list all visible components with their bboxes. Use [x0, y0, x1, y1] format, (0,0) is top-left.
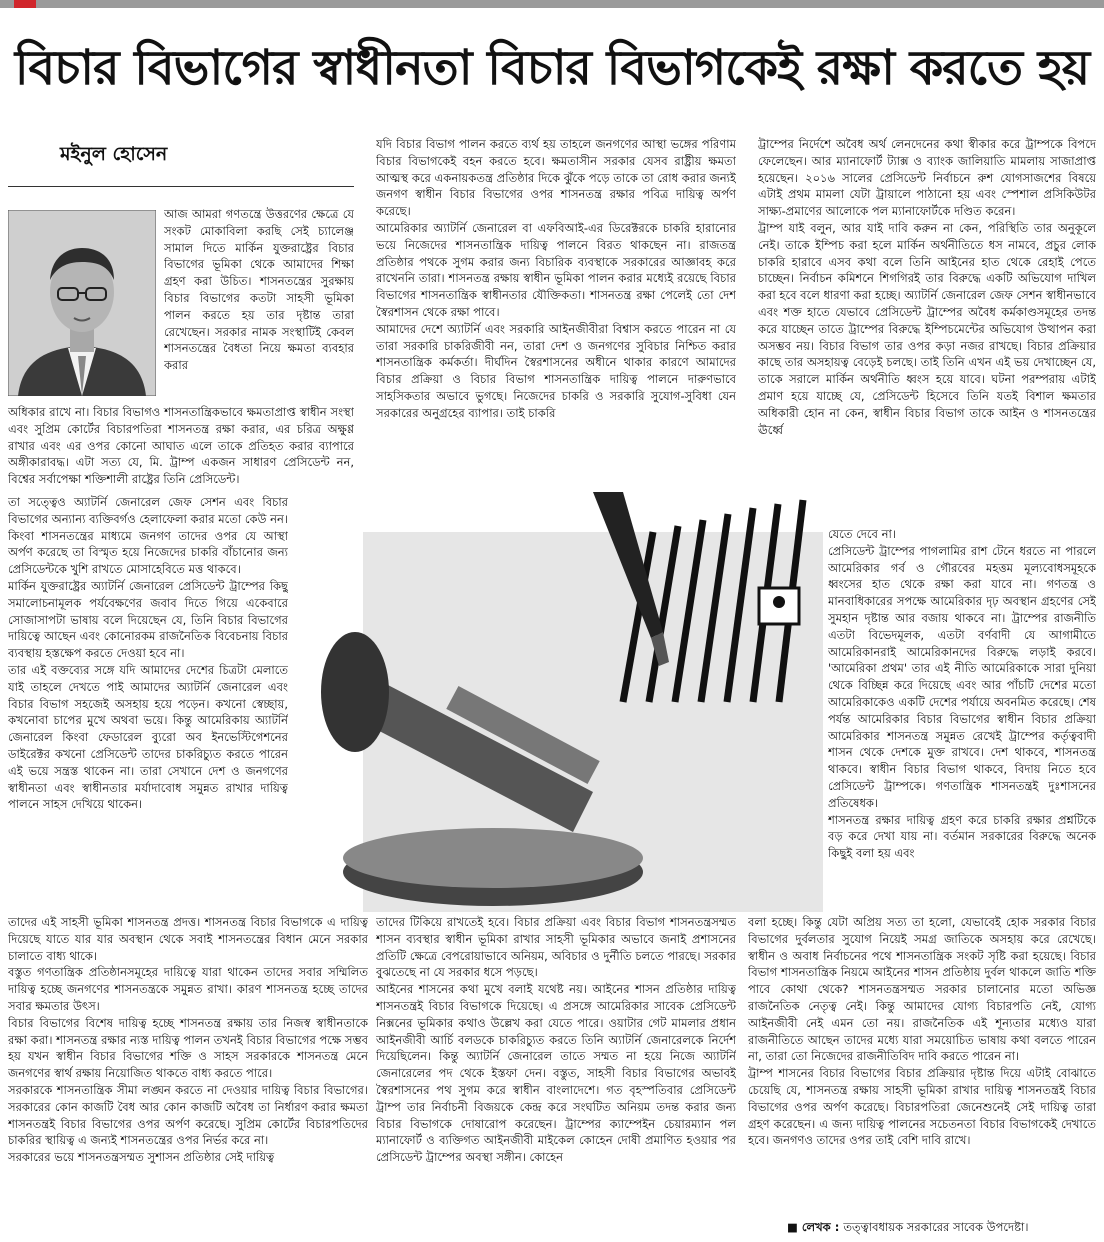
byline-rule	[8, 186, 354, 187]
col3-bottom-text: বলা হচ্ছে। কিন্তু যেটা অপ্রিয় সত্য তা হলো, যেভাবেই হোক সরকার বিচার বিভাগের দুর্বলতার সুযোগ নিয়েই সমগ্র জাতিকে অসহায় করে রেখেছে। স্বাধীন ও অবাধ নির্বাচনের পথে শাসনতান্ত্রিক সংকট সৃষ্টি করা হয়েছে। বিচার বিভাগ শাসনতান্ত্রিক নিয়মে আইনের শাসন প্রতিষ্ঠায় দুর্বল থাকলে জাতি শক্তি পাবে কোথা থেকে? শাসনতন্ত্রসম্মত সরকার চালানোর মতো অভিজ্ঞ রাজনৈতিক নেতৃত্ব নেই। কিন্তু আমাদের যোগ্য বিচারপতি নেই, যোগ্য আইনজীবী নেই এমন তো নয়। রাজনৈতিক এই শূন্যতার মধ্যেও যারা রাজনীতিতে আছেন তাদের মধ্যে যারা সময়োচিত ভাষায় কথা বলতে পারেন না, তারা তো নিজেদের রাজনীতিবিদ দাবি করতে পারেন না। ট্রাম্প শাসনের বিচার বিভাগের বিচার প্রক্রিয়ার দৃষ্টান্ত দিয়ে এটাই বোঝাতে চেয়েছি যে, শাসনতন্ত্র রক্ষায় সাহসী ভূমিকা রাখার দায়িত্ব শাসনতন্ত্রই বিচার বিভাগের ওপর অর্পণ করেছে। বিচারপতিরা জেনেশুনেই সেই দায়িত্ব তারা গ্রহণ করেছেন। এ জন্য দায়িত্ব পালনের সচেতনতা বিচার বিভাগকেই দেখাতে হবে। জনগণও তাদের ওপর তাই বেশি দাবি রাখে।	[748, 915, 1096, 1148]
column-1-intro	[164, 206, 354, 404]
author-footnote	[787, 1219, 1097, 1238]
col2-bottom-text: তাদের টিকিয়ে রাখতেই হবে। বিচার প্রক্রিয়া এবং বিচার বিভাগ শাসনতন্ত্রসম্মত শাসন ব্যবস্থার স্বাধীন ভূমিকা রাখার সাহসী ভূমিকার অভাবে জনাই প্রশাসনের প্রতিটি ক্ষেত্রে বেপরোয়াভাবে অনিয়ম, অবিচার ও দুর্নীতি চলতে পারছে। সরকার বুঝতেছে না যে সরকার ধসে পড়ছে। আইনের শাসনের কথা মুখে বলাই যথেষ্ট নয়। আইনের শাসন প্রতিষ্ঠার দায়িত্ব শাসনতন্ত্রই বিচার বিভাগকে দিয়েছে। এ প্রসঙ্গে আমেরিকার সাবেক প্রেসিডেন্ট নিক্সনের ভূমিকার কথাও উল্লেখ করা যেতে পারে। ওয়াটার গেট মামলার প্রধান আইনজীবী আর্চি বলডকে চাকরিচ্যুত করতে তিনি অ্যাটর্নি জেনারেলকে নির্দেশ দিয়েছিলেন। কিন্তু অ্যাটর্নি জেনারেল তাতে সম্মত না হয়ে নিজে অ্যাটর্নি জেনারেলের পদ থেকে ইস্তফা দেন। বস্তুত, সাহসী বিচার বিভাগের অভাবই স্বৈরশাসনের পথ সুগম করে স্বাধীন বাংলাদেশে। গত বৃহস্পতিবার প্রেসিডেন্ট ট্রাম্প তার নির্বাচনী বিজয়কে কেন্দ্র করে সংঘটিত অনিয়ম তদন্ত করার জন্য বিচার বিভাগকে দোষারোপ করেছেন। ট্রাম্পের ক্যাম্পেইন চেয়ারম্যান পল ম্যানাফোর্ট ও ব্যক্তিগত আইনজীবী মাইকেল কোহেন দোষী প্রমাণিত হওয়ার পর প্রেসিডেন্ট ট্রাম্পের অবস্থা সঙ্গীন। কোহেন	[376, 915, 736, 1165]
byline: মইনুল হোসেন	[60, 143, 168, 165]
top-color-bar	[0, 0, 1104, 8]
author-portrait	[8, 210, 156, 396]
column-1-left	[8, 494, 288, 912]
headline: বিচার বিভাগের স্বাধীনতা বিচার বিভাগকেই রক্ষা করতে হয়	[14, 40, 1090, 96]
col1-mid-text: অধিকার রাখে না। বিচার বিভাগও শাসনতান্ত্রিকভাবে ক্ষমতাপ্রাপ্ত স্বাধীন সংস্থা এবং সুপ্রিম কোর্টের বিচারপতিরা শাসনতন্ত্র রক্ষা করার, এর চরিত্র অক্ষুণ্ণ রাখার এবং এর ওপর কোনো আঘাত এলে তাকে প্রতিহত করার ব্যাপারে অঙ্গীকারাবদ্ধ। এটা সত্য যে, মি. ট্রাম্প একজন সাধারণ প্রেসিডেন্ট নন, বিশ্বের সর্বাপেক্ষা শক্তিশালী রাষ্ট্রের তিনি প্রেসিডেন্ট।	[8, 405, 354, 487]
column-1-bottom	[8, 914, 368, 1240]
column-3-bottom	[748, 914, 1096, 1216]
col1-left-text: তা সত্ত্বেও অ্যাটর্নি জেনারেল জেফ সেশন এবং বিচার বিভাগের অন্যান্য ব্যক্তিবর্গও হেলাফেলা করার মতো কেউ নন। কিংবা শাসনতন্ত্রের মাধ্যমে জনগণ তাদের ওপর যে আস্থা অর্পণ করেছে তা বিস্মৃত হয়ে নিজেদের চাকরি বাঁচানোর জন্য প্রেসিডেন্টকে খুশি রাখতে মোসাহেবিতে মত্ত থাকবে। মার্কিন যুক্তরাষ্ট্রের অ্যাটর্নি জেনারেল প্রেসিডেন্ট ট্রাম্পের কিছু সমালোচনামূলক পর্যবেক্ষণের জবাব দিতে গিয়ে একেবারে সোজাসাপটা ভাষায় বলে দিয়েছেন যে, তিনি বিচার বিভাগের দায়িত্বে আছেন এবং কোনোরকম রাজনৈতিক বিবেচনায় বিচার ব্যবস্থায় হস্তক্ষেপ করতে দেওয়া হবে না। তার এই বক্তব্যের সঙ্গে যদি আমাদের দেশের চিত্রটা মেলাতে যাই তাহলে দেখতে পাই আমাদের অ্যাটর্নি জেনারেল এবং বিচার বিভাগ সহজেই অসহায় হয়ে পড়েন। কখনো স্বেচ্ছায়, কখনোবা চাপের মুখে অথবা ভয়ে। কিন্তু আমেরিকায় অ্যাটর্নি জেনারেল কিংবা ফেডারেল ব্যুরো অব ইনভেস্টিগেশনের ডাইরেক্টর কখনো প্রেসিডেন্ট তাদের চাকরিচ্যুত করতে পারেন এই ভয়ে সন্ত্রস্ত থাকেন না। তারা সেখানে দেশ ও জনগণের স্বাধীনতা এবং স্বাধীনতার মর্যাদাবোধ সমুন্নত রাখার দায়িত্ব পালনে সাহস দেখিয়ে থাকেন।	[8, 495, 288, 812]
red-accent	[14, 0, 36, 8]
col1-intro-text: আজ আমরা গণতন্ত্রে উত্তরণের ক্ষেত্রে যে সংকট মোকাবিলা করছি সেই চ্যালেঞ্জ সামাল দিতে মার্কিন যুক্তরাষ্ট্রের বিচার বিভাগের ভূমিকা থেকে আমাদের শিক্ষা গ্রহণ করা উচিত। শাসনতন্ত্রের সুরক্ষায় বিচার বিভাগের কতটা সাহসী ভূমিকা পালন করতে হয় তার দৃষ্টান্ত তারা রেখেছেন। সরকার নামক সংস্থাটিই কেবল শাসনতন্ত্রের বৈধতা নিয়ে ক্ষমতা ব্যবহার করার	[164, 207, 354, 373]
col3-top-text: ট্রাম্পের নির্দেশে অবৈধ অর্থ লেনদেনের কথা স্বীকার করে ট্রাম্পকে বিপদে ফেলেছেন। আর ম্যানাফোর্ট ট্যাক্স ও ব্যাংক জালিয়াতি মামলায় সাজাপ্রাপ্ত হয়েছেন। ২০১৬ সালের প্রেসিডেন্ট নির্বাচনে রুশ যোগসাজশের বিষয়ে এটাই প্রথম মামলা যেটা ট্রায়ালে পাঠানো হয় এবং স্পেশাল প্রসিকিউটর সাক্ষ্য-প্রমাণের আলোকে পল ম্যানাফোর্টকে দণ্ডিত করেন। ট্রাম্প যাই বলুন, আর যাই দাবি করুন না কেন, পরিস্থিতি তার অনুকূলে নেই। তাকে ইম্পিচ করা হলে মার্কিন অর্থনীতিতে ধস নামবে, প্রচুর লোক চাকরি হারাবে এসব কথা বলে তিনি আইনের হাত থেকে রেহাই পেতে চাচ্ছেন। নির্বাচন কমিশনে শিগগিরই তার বিরুদ্ধে একটি অভিযোগ দাখিল করা হবে বলে ধারণা করা হচ্ছে। অ্যাটর্নি জেনারেল জেফ সেশন স্বাধীনভাবে এবং শক্ত হাতে যেভাবে প্রেসিডেন্ট ট্রাম্পের অবৈধ কর্মকাণ্ডসমূহের তদন্ত করে যাচ্ছেন তাতে ট্রাম্পের বিরুদ্ধে ইম্পিচমেন্টের অভিযোগ উত্থাপন করা অসম্ভব নয়। বিচার বিভাগ তার ওপর কড়া নজর রাখছে। বিচার প্রক্রিয়ার কাছে তার অসহায়ত্ব বেড়েই চলছে। তাই তিনি এখন এই ভয় দেখাচ্ছেন যে, তাকে সরালে মার্কিন অর্থনীতি ধ্বংস হয়ে যাবে। ঘটনা পরম্পরায় এটাই প্রমাণ হয়ে যাচ্ছে যে, প্রেসিডেন্ট হিসেবে তিনি যতই বিশাল ক্ষমতার অধিকারী হোন না কেন, স্বাধীন বিচার বিভাগ তাকে আইন ও শাসনতন্ত্রের ঊর্ধ্বে	[758, 137, 1096, 437]
column-1-mid	[8, 404, 354, 492]
col3-right-text: যেতে দেবে না। প্রেসিডেন্ট ট্রাম্পের পাগলামির রাশ টেনে ধরতে না পারলে আমেরিকার গর্ব ও গৌরবের মহত্তম মূল্যবোধসমূহকে ধ্বংসের হাত থেকে রক্ষা করা যাবে না। গণতন্ত্র ও মানবাধিকারের সপক্ষে আমেরিকার দৃঢ় অবস্থান গ্রহণের সেই সুমহান দৃষ্টান্ত আর বজায় থাকবে না। ট্রাম্পের রাজনীতি এতটা বিভেদমূলক, এতটা বর্ণবাদী যে আগামীতে আমেরিকানরাই আমেরিকানদের বিরুদ্ধে লড়াই করবে। 'আমেরিকা প্রথম' তার এই নীতি আমেরিকাকে সারা দুনিয়া থেকে বিচ্ছিন্ন করে দিয়েছে এবং আর পাঁচটি দেশের মতো আমেরিকাকেও একটি দেশের পর্যায়ে অবনমিত করেছে। শেষ পর্যন্ত আমেরিকার বিচার বিভাগের স্বাধীন বিচার প্রক্রিয়া আমেরিকার শাসনতন্ত্র সমুন্নত রেখেই ট্রাম্পের কর্তৃত্ববাদী শাসন থেকে দেশকে মুক্ত রাখবে। দেশ থাকবে, শাসনতন্ত্র থাকবে। স্বাধীন বিচার বিভাগ থাকবে, বিদায় নিতে হবে প্রেসিডেন্ট ট্রাম্পকে। গণতান্ত্রিক শাসনতন্ত্রই দুঃশাসনের প্রতিষেধক। শাসনতন্ত্র রক্ষার দায়িত্ব গ্রহণ করে চাকরি রক্ষার প্রশ্নটিকে বড় করে দেখা যায় না। বর্তমান সরকারের বিরুদ্ধে অনেক কিছুই বলা হয় এবং	[828, 527, 1096, 861]
col2-top-text: যদি বিচার বিভাগ পালন করতে ব্যর্থ হয় তাহলে জনগণের আস্থা ভঙ্গের পরিণাম বিচার বিভাগকেই বহন করতে হবে। ক্ষমতাসীন সরকার যেসব রাষ্ট্রীয় ক্ষমতা আত্মস্থ করে একনায়কতন্ত্র প্রতিষ্ঠার দিকে ঝুঁকে পড়ে তাকে তা রোধ করার জন্যই জনগণ স্বাধীন বিচার বিভাগের ওপর শাসনতন্ত্র রক্ষার পবিত্র দায়িত্ব অর্পণ করেছে। আমেরিকার অ্যাটর্নি জেনারেল বা এফবিআই-এর ডিরেক্টরকে চাকরি হারানোর ভয়ে নিজেদের শাসনতান্ত্রিক দায়িত্ব পালনে বিরত থাকছেন না। রাজতন্ত্র প্রতিষ্ঠার পথকে সুগম করার জন্য বিচারিক ব্যবস্থাকে সরকারের আজ্ঞাবহ করে রাখেননি তারা। শাসনতন্ত্র রক্ষায় স্বাধীন ভূমিকা পালন করার মধ্যেই রয়েছে বিচার বিভাগের শাসনতান্ত্রিক স্বাধীনতার যৌক্তিকতা। শাসনতন্ত্র রক্ষা পেলেই তো দেশ স্বৈরশাসন থেকে রক্ষা পাবে। আমাদের দেশে অ্যাটর্নি এবং সরকারি আইনজীবীরা বিশ্বাস করতে পারেন না যে তারা সরকারি চাকরিজীবী নন, তারা দেশ ও জনগণের সুবিচার নিশ্চিত করার শাসনতান্ত্রিক কর্মকর্তা। দীর্ঘদিন স্বৈরশাসনের অধীনে থাকার কারণে আমাদের বিচার প্রক্রিয়া ও বিচার বিভাগ শাসনতান্ত্রিক দায়িত্ব পালনে দারুণভাবে সাহসিকতার অভাবে ভুগছে। নিজেদের চাকরি ও সরকারি সুযোগ-সুবিধা যেন সরকারের অনুগ্রহের ব্যাপার। তাই চাকরি	[376, 137, 736, 420]
column-3-right	[828, 526, 1096, 912]
gavel-illustration	[293, 492, 825, 912]
footnote-label: লেখক :	[801, 1220, 840, 1234]
footnote-text: তত্ত্বাবধায়ক সরকারের সাবেক উপদেষ্টা।	[843, 1220, 1029, 1234]
footnote-square: ■	[787, 1220, 798, 1234]
column-3-top	[758, 136, 1096, 526]
col1-bottom-text: তাদের এই সাহসী ভূমিকা শাসনতন্ত্র প্রদত্ত। শাসনতন্ত্র বিচার বিভাগকে এ দায়িত্ব দিয়েছে যাতে যার যার অবস্থান থেকে সবাই শাসনতন্ত্রের বিধান মেনে সরকার চালাতে বাধ্য থাকে। বস্তুত গণতান্ত্রিক প্রতিষ্ঠানসমূহের দায়িত্বে যারা থাকেন তাদের সবার সম্মিলিত দায়িত্ব হচ্ছে জনগণের শাসনতন্ত্রকে সমুন্নত রাখা। কারণ শাসনতন্ত্র হচ্ছে তাদের সবার ক্ষমতার উৎস। বিচার বিভাগের বিশেষ দায়িত্ব হচ্ছে শাসনতন্ত্র রক্ষায় তার নিজস্ব স্বাধীনতাকে রক্ষা করা। শাসনতন্ত্র রক্ষার ন্যস্ত দায়িত্ব পালন তখনই বিচার বিভাগের পক্ষে সম্ভব হয় যখন স্বাধীন বিচার বিভাগের শক্তি ও সাহস সরকারকে শাসনতন্ত্র মেনে জনগণের স্বার্থ রক্ষায় নিয়োজিত থাকতে বাধ্য করতে পারে। সরকারকে শাসনতান্ত্রিক সীমা লঙ্ঘন করতে না দেওয়ার দায়িত্ব বিচার বিভাগের। সরকারের কোন কাজটি বৈধ আর কোন কাজটি অবৈধ তা নির্ধারণ করার ক্ষমতা শাসনতন্ত্রই বিচার বিভাগের ওপর অর্পণ করেছে। সুপ্রিম কোর্টের বিচারপতিদের চাকরির স্থায়িত্ব এ জন্যই শাসনতন্ত্রের ওপর নির্ভর করে না। সরকারের ভয়ে শাসনতন্ত্রসম্মত সুশাসন প্রতিষ্ঠার সেই দায়িত্ব	[8, 915, 368, 1165]
column-2-bottom	[376, 914, 736, 1240]
column-2-top	[376, 136, 736, 490]
